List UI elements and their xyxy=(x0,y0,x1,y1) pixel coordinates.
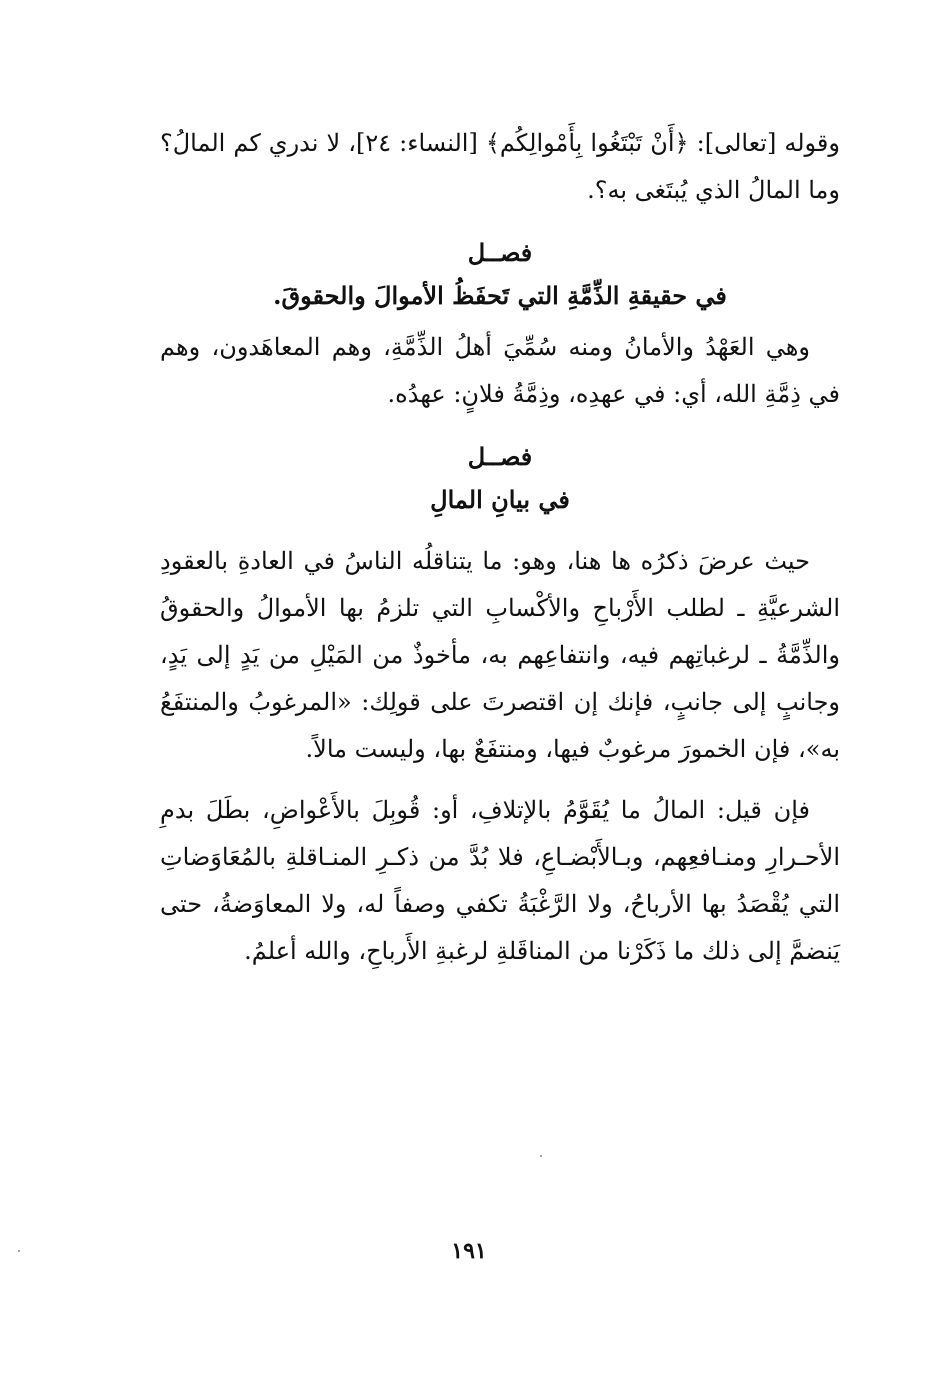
spacer xyxy=(160,773,840,787)
scan-speck xyxy=(18,1250,20,1252)
section-2-paragraph-1: حيث عرضَ ذكرُه ها هنا، وهو: ما يتناقلُه الناسُ في العادةِ بالعقودِ الشرعيَّةِ ـ لطلب الأَرْباحِ والأكْسابِ التي تلزمُ بها الأموالُ والحقوقُ والذِّمَّةُ ـ لرغباتِهم فيه، وانتفاعِهم به، مأخوذٌ من المَيْلِ من يَدٍ إلى يَدٍ، وجانبٍ إلى جانبٍ، فإنك إن اقتصرتَ على قولِك: «المرغوبُ والمنتفَعُ به»، فإن الخمورَ مرغوبٌ فيها، ومنتفَعٌ بها، وليست مالاً. xyxy=(160,547,840,763)
spacer xyxy=(160,418,840,442)
section-heading-1: فصــل xyxy=(467,238,533,267)
section-1-body: وهي العَهْدُ والأمانُ ومنه سُمِّيَ أهلُ الذِّمَّةِ، وهم المعاهَدون، وهم في ذِمَّةِ الله، أي: في عهدِه، وذِمَّةُ فلانٍ: عهدُه. xyxy=(160,333,840,408)
section-2-paragraph-2: فإن قيل: المالُ ما يُقَوَّمُ بالإتلافِ، أو: قُوبِلَ بالأَعْواضِ، بطَلَ بدمِ الأحـرارِ ومنـافعِهم، وبـالأَبْضـاعِ، فلا بُدَّ من ذكـرِ المنـاقلةِ بالمُعَاوَضاتِ التي يُقْصَدُ بها الأرباحُ، ولا الرَّغْبَةُ تكفي وصفاً له، ولا المعاوَضةُ، حتى يَنضمَّ إلى ذلك ما ذَكَرْنا من المناقَلةِ لرغبةِ الأَرباحِ، والله أعلمُ. xyxy=(160,796,840,965)
intro-paragraph: وقوله [تعالى]: ﴿أَنْ تَبْتَغُوا بِأَمْوالِكُم﴾ [النساء: ٢٤]، لا ندري كم المالُ؟ وما المالُ الذي يُبتَغى به؟. xyxy=(160,129,840,204)
scan-speck xyxy=(540,1155,542,1157)
spacer xyxy=(160,471,840,485)
spacer xyxy=(160,310,840,324)
page-number: ١٩١ xyxy=(451,1238,487,1264)
section-title-2: في بيانِ المالِ xyxy=(430,485,570,514)
spacer xyxy=(160,214,840,238)
section-title-1: في حقيقةِ الذِّمَّةِ التي تَحفَظُ الأموالَ والحقوقَ. xyxy=(273,281,727,310)
page-body xyxy=(160,120,840,975)
section-heading-2: فصــل xyxy=(467,442,533,471)
spacer xyxy=(160,514,840,538)
spacer xyxy=(160,267,840,281)
